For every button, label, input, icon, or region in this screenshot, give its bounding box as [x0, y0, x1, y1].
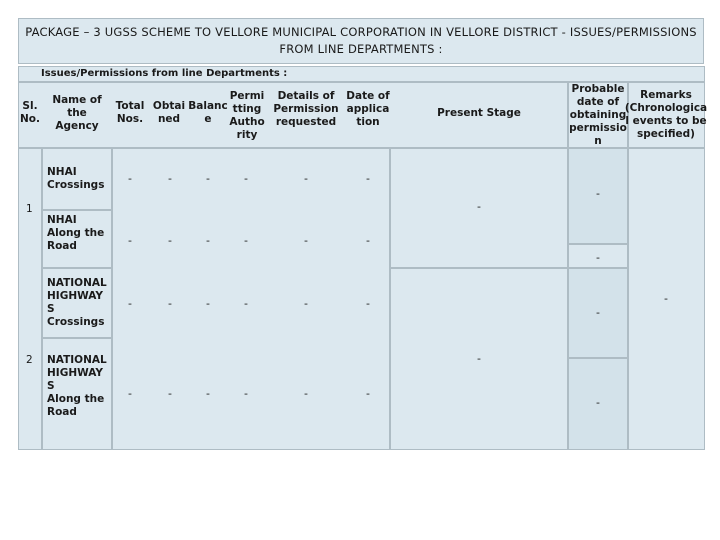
row3-permitting: -: [244, 297, 248, 310]
row2-obtained: -: [168, 234, 172, 247]
remarks-value: -: [664, 292, 668, 305]
row4-permitting: -: [244, 387, 248, 400]
row3-details: -: [304, 297, 308, 310]
header-details: Details of Permission requested: [273, 89, 339, 128]
probable-value-3: -: [596, 306, 600, 319]
row4-obtained: -: [168, 387, 172, 400]
row2-balance: -: [206, 234, 210, 247]
header-permitting-authority: Permi tting Autho rity: [229, 90, 265, 141]
header-balance: Balanc e: [188, 100, 228, 125]
probable-value-2: -: [596, 251, 600, 264]
row2-total: -: [128, 234, 132, 247]
header-total: Total Nos.: [115, 100, 145, 125]
row1-date: -: [366, 172, 370, 185]
row4-balance: -: [206, 387, 210, 400]
header-agency: Name of the Agency: [52, 93, 102, 132]
header-date: Date of applica tion: [346, 89, 390, 128]
row3-total: -: [128, 297, 132, 310]
section-subheading: Issues/Permissions from line Departments :: [18, 66, 705, 82]
header-present-stage: Present Stage: [437, 106, 521, 119]
agency-name-1: NHAI Crossings: [47, 166, 105, 191]
row2-details: -: [304, 234, 308, 247]
sl-column: [18, 148, 42, 450]
row1-permitting: -: [244, 172, 248, 185]
header-probable-date: Probable date of obtaining permissio n: [569, 82, 627, 147]
header-remarks: Remarks (Chronologica l events to be specified): [624, 89, 708, 140]
present-stage-1: -: [477, 200, 481, 213]
row2-permitting: -: [244, 234, 248, 247]
page-title: PACKAGE – 3 UGSS SCHEME TO VELLORE MUNICIPAL CORPORATION IN VELLORE DISTRICT - ISSUES/PERMISSIONS FROM LINE DEPARTMENTS :: [18, 18, 704, 64]
agency-name-3: NATIONAL HIGHWAY S Crossings: [47, 277, 107, 328]
probable-value-4: -: [596, 396, 600, 409]
row2-date: -: [366, 234, 370, 247]
row3-balance: -: [206, 297, 210, 310]
row4-date: -: [366, 387, 370, 400]
sl-number-2: 2: [26, 354, 33, 366]
row1-obtained: -: [168, 172, 172, 185]
row1-details: -: [304, 172, 308, 185]
row1-total: -: [128, 172, 132, 185]
sl-number-1: 1: [26, 203, 33, 215]
agency-name-4: NATIONAL HIGHWAY S Along the Road: [47, 354, 107, 418]
row4-details: -: [304, 387, 308, 400]
row1-balance: -: [206, 172, 210, 185]
present-stage-2: -: [477, 352, 481, 365]
row3-date: -: [366, 297, 370, 310]
header-sl-no: Sl. No.: [20, 100, 40, 125]
agency-name-2: NHAI Along the Road: [47, 214, 105, 252]
row4-total: -: [128, 387, 132, 400]
row3-obtained: -: [168, 297, 172, 310]
header-obtained: Obtai ned: [152, 100, 186, 125]
probable-value-1: -: [596, 187, 600, 200]
